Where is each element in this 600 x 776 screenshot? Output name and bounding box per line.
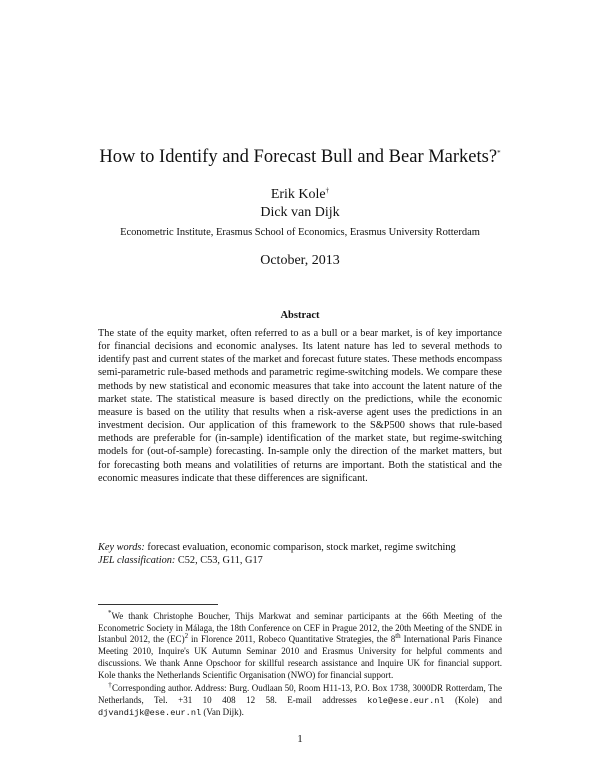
title-text: How to Identify and Forecast Bull and Bear Markets? [99, 147, 498, 167]
paper-title [0, 147, 600, 168]
author-2 [0, 205, 600, 221]
footnote-1-text-a: We thank Christophe Boucher, Thijs Markwat and seminar participants at the 66th Meeting of the Econometric Society in Málaga, the 18th Conference on CEF in Prague 2012, the 20th Meeting of the SNDE in Istanbul 2012, the (EC) [98, 611, 502, 645]
paper-date: October, 2013 [260, 253, 340, 268]
author-2-name: Dick van Dijk [260, 205, 340, 220]
jel-value: C52, C53, G11, G17 [177, 555, 263, 567]
footnote-1-sup-a: 2 [184, 632, 189, 641]
footnote-2-text-c: (Van Dijk). [201, 707, 244, 718]
author-1 [0, 187, 600, 203]
footnote-1 [98, 611, 502, 681]
affiliation: Econometric Institute, Erasmus School of Economics, Erasmus University Rotterdam [120, 227, 480, 238]
footnote-2 [98, 683, 502, 720]
abstract-heading: Abstract [280, 310, 320, 321]
footnote-1-text-c: International Paris Finance Meeting 2010, Inquire's UK Autumn Seminar 2010 and Erasmus University for helpful comments and discussions. We thank Anne Opschoor for skillful research assistance and Inquire UK for financial support. Kole thanks the Netherlands Scientific Organisation (NWO) for financial support. [98, 634, 502, 680]
email-kole[interactable]: kole@ese.eur.nl [367, 695, 445, 706]
page-number: 1 [297, 733, 303, 745]
footnote-rule [98, 604, 218, 605]
abstract-text: The state of the equity market, often referred to as a bull or a bear market, is of key importance for financial decisions and economic analyses. Its latent nature has led to several methods to identify past and current states of the market and forecast future states. These methods encompass semi-parametric rule-based methods and parametric regime-switching models. We compare these methods by new statistical and economic measures that take into account the latent nature of the market state. The statistical measure is based directly on the predictions, while the economic measure is based on the utility that results when a risk-averse agent uses the predictions in an investment decision. Our application of this framework to the S&P500 shows that rule-based methods are preferable for (in-sample) identification of the market state, but regime-switching models for (out-of-sample) forecasting. In-sample only the direction of the market matters, but for forecasting both means and volatilities of returns are important. Both the statistical and the economic measures indicate that these differences are significant. [98, 328, 502, 484]
footnote-1-sup-b: th [395, 632, 401, 641]
jel-label: JEL classification: [98, 555, 176, 567]
footnote-2-text-a: Corresponding author. Address: Burg. Oudlaan 50, Room H11-13, P.O. Box 1738, 3000DR Rotterdam, The Netherlands, Tel. +31 10 408 12 58. E-mail addresses [98, 683, 503, 705]
jel-line [98, 554, 502, 567]
title-footnote-mark: * [497, 148, 501, 157]
footnote-1-text-b: in Florence 2011, Robeco Quantitative Strategies, the 8 [188, 634, 396, 645]
email-van-dijk[interactable]: djvandijk@ese.eur.nl [98, 708, 202, 719]
author-1-mark: † [325, 186, 330, 195]
author-1-name: Erik Kole [270, 187, 326, 202]
keywords-block [98, 541, 502, 568]
keywords-line [98, 541, 502, 554]
footnote-2-text-b: (Kole) and [444, 694, 502, 705]
keywords-value: forecast evaluation, economic comparison, stock market, regime switching [147, 542, 456, 553]
footnote-1-mark: * [108, 609, 112, 617]
keywords-label: Key words: [98, 542, 145, 553]
footnote-2-mark: † [108, 681, 112, 689]
